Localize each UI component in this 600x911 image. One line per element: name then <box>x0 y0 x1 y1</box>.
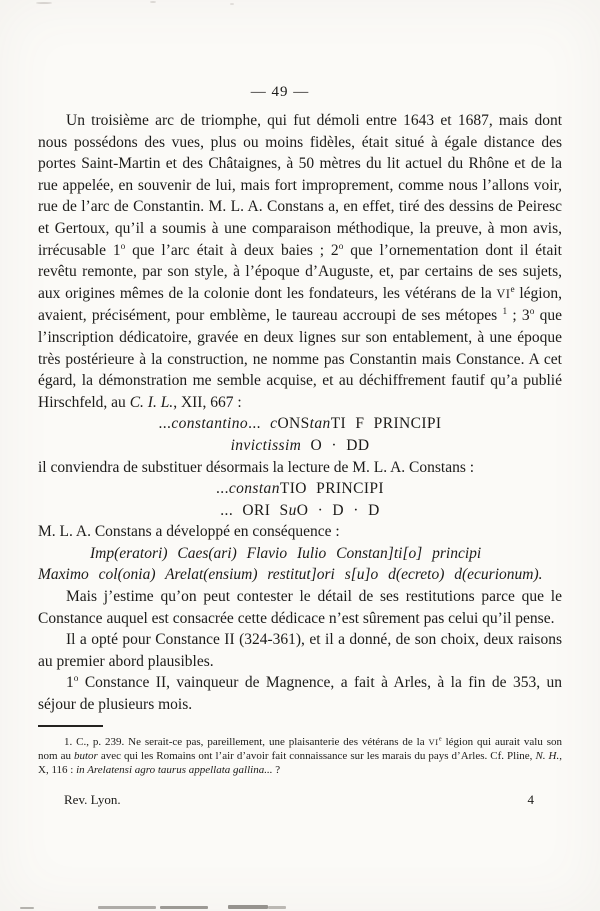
scan-artifact <box>268 906 286 909</box>
page-header-number: — 49 — <box>250 84 310 100</box>
inscription-hirschfeld-line1: ...constantino... cONStanTI F PRINCIPI <box>158 415 442 433</box>
footnote-separator <box>38 725 103 727</box>
para-developpe: M. L. A. Constans a développé en conséquence : <box>38 523 340 541</box>
para-conteste: Mais j’estime qu’on peut contester le détail de ses restitutions parce que le Constance auquel est consacrée cette dédicace n’est sûrement pas celui qu’il pense. <box>38 588 562 627</box>
restitution-line2: Maximo col(onia) Arelat(ensium) restitut]ori s[u]o d(ecreto) d(ecurionum). <box>38 566 543 584</box>
page-footer <box>38 792 562 808</box>
scan-artifact <box>20 907 34 909</box>
inscription-constans-line1: ...constanTIO PRINCIPI <box>216 480 384 498</box>
text-block <box>38 84 562 808</box>
para-conviendra: il conviendra de substituer désormais la lecture de M. L. A. Constans : <box>38 458 475 476</box>
scan-speck <box>36 2 52 4</box>
footnote-text: 1. C., p. 239. Ne serait-ce pas, pareillement, une plaisanterie des vétérans de la VIe légion qui aurait valu son nom au butor avec qui les Romains ont l’air d’avoir fait connaissance sur les marais du pays d’Arles. Cf. Pline, N. H., X, 116 : in Arelatensi agro taurus appellata gallina... ? <box>38 734 562 777</box>
para-constance: 1$^o$ Constance II, vainqueur de Magnence, a fait à Arles, à la fin de 353, un séjour de plusieurs mois. <box>38 674 562 714</box>
scan-artifact <box>228 905 268 909</box>
inscription-hirschfeld-line2: invictissim O · DD <box>230 436 370 454</box>
restitution-line1: Imp(eratori) Caes(ari) Flavio Iulio Constan]ti[o] principi <box>90 544 482 562</box>
inscription-constans-line2: ... ORI SuO · D · D <box>220 501 380 519</box>
para-opte: Il a opté pour Constance II (324-361), et il a donné, de son choix, deux raisons au premier abord plausibles. <box>38 631 562 670</box>
page-number: 4 <box>527 791 534 807</box>
scan-artifact <box>160 906 208 909</box>
para-intro: Un troisième arc de triomphe, qui fut démoli entre 1643 et 1687, mais dont nous possédons des vues, plus ou moins fidèles, était situé à égale distance des portes Saint-Martin et des Châtaignes, à 50 mètres du lit actuel du Rhône et de la rue appelée, en souvenir de lui, mais fort improprement, comme nous l’allons voir, rue de l’arc de Constantin. M. L. A. Constans a, en effet, tiré des dessins de Peiresc et Gertoux, qu’il a soumis à une comparaison méthodique, la preuve, à mon avis, irrécusable 1$^o$ que l’arc était à deux baies ; 2$^o$ que l’ornementation dont il était revêtu remonte, par son style, à l’époque d’Auguste, et, par certains de ses sujets, aux origines mêmes de la colonie dont les fondateurs, les vétérans de la VIe légion, avaient, précisément, pour emblème, le taureau accroupi de ses métopes $^1$ ; 3$^o$ que l’inscription dédicatoire, gravée en deux lignes sur son entablement, à une époque très postérieure à la construction, ne nomme pas Constantin mais Constance. A cet égard, la démonstration me semble acquise, et au déchiffrement fautif qu’a publié Hirschfeld, au C. I. L., XII, 667 : <box>38 112 562 411</box>
scan-speck <box>230 3 234 5</box>
scan-artifact <box>98 906 156 909</box>
scan-speck <box>150 1 156 3</box>
journal-signature: Rev. Lyon. <box>64 791 121 807</box>
